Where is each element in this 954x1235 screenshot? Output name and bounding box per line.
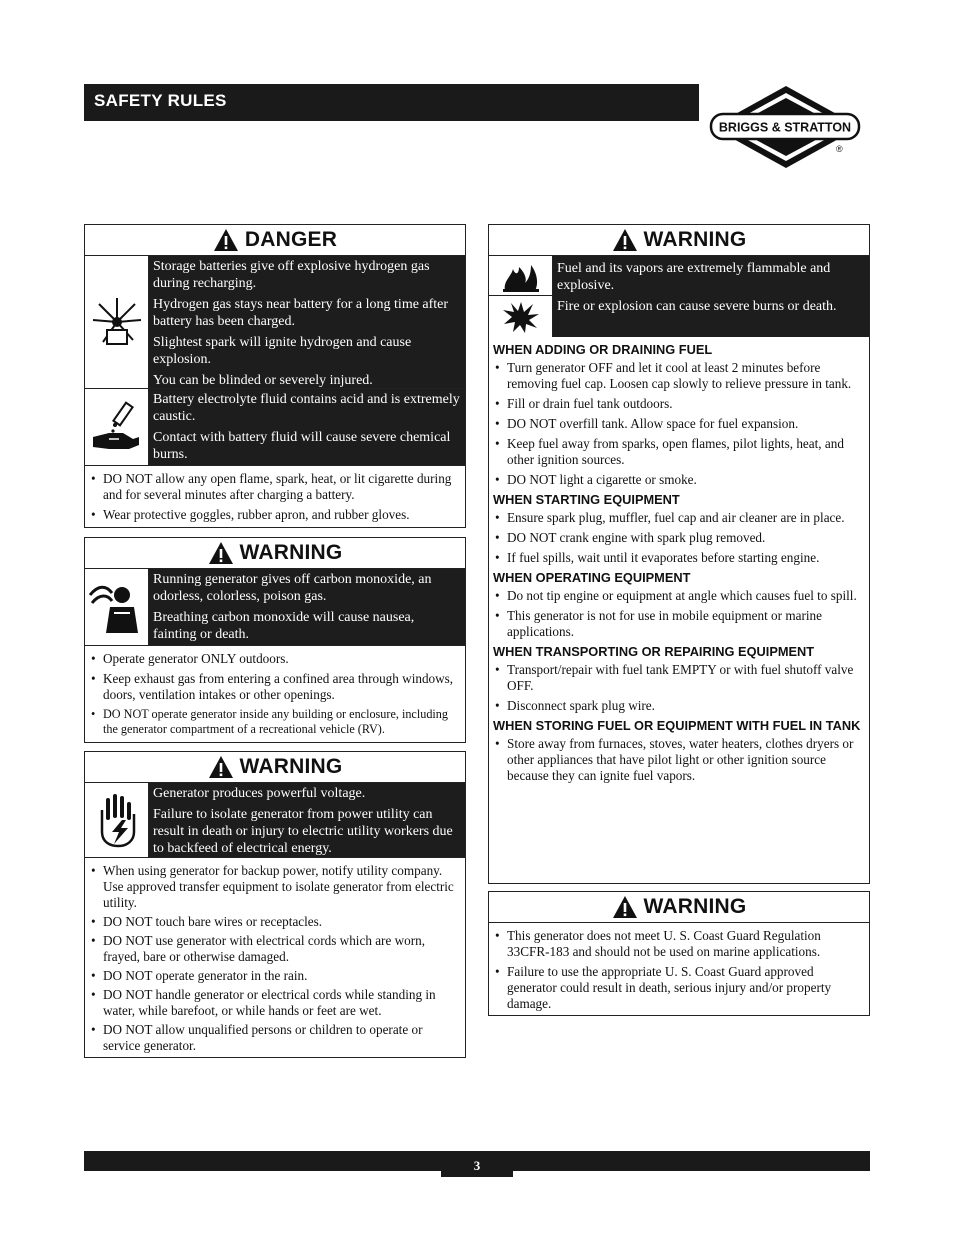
list-item: • DO NOT crank engine with spark plug removed. xyxy=(495,530,863,546)
list-item: • Disconnect spark plug wire. xyxy=(495,698,863,714)
list-item: • DO NOT handle generator or electrical cords while standing in water, while barefoot, or while hands or feet are wet. xyxy=(91,987,459,1019)
list-item: • Ensure spark plug, muffler, fuel cap and air cleaner are in place. xyxy=(495,510,863,526)
registered-mark: ® xyxy=(836,144,843,154)
fuel-transporting-list xyxy=(489,660,869,714)
hazard-row-electric-shock xyxy=(85,783,465,858)
list-item: • DO NOT operate generator inside any building or enclosure, including the generator compartment of a recreational vehicle (RV). xyxy=(91,707,459,737)
warning-triangle-icon xyxy=(208,755,234,779)
list-item: • This generator does not meet U. S. Coast Guard Regulation 33CFR-183 and should not be used on marine applications. xyxy=(495,928,863,960)
hazard-row-carbon-monoxide xyxy=(85,569,465,646)
list-item: • When using generator for backup power, notify utility company. Use approved transfer equipment to isolate generator from electric utility. xyxy=(91,863,459,911)
hazard-text: Generator produces powerful voltage. xyxy=(153,786,366,801)
acid-burn-icon xyxy=(85,389,149,465)
explosion-icon xyxy=(489,296,552,337)
fuel-warning-heading: WARNING xyxy=(489,225,869,256)
marine-bullet-list xyxy=(489,923,869,1018)
marine-warning-panel xyxy=(488,891,870,1016)
logo-text: BRIGGS & STRATTON xyxy=(718,120,852,135)
co-warning-panel xyxy=(84,537,466,743)
warning-triangle-icon xyxy=(612,228,638,252)
list-item: • Do not tip engine or equipment at angle which causes fuel to spill. xyxy=(495,588,863,604)
list-item: • DO NOT light a cigarette or smoke. xyxy=(495,472,863,488)
list-item: • Operate generator ONLY outdoors. xyxy=(91,651,459,667)
co-warning-heading: WARNING xyxy=(85,538,465,569)
section-heading: WHEN ADDING OR DRAINING FUEL xyxy=(493,342,713,357)
fuel-starting-list xyxy=(489,508,869,566)
fuel-warning-panel xyxy=(488,224,870,884)
hazard-text: Breathing carbon monoxide will cause nausea, fainting or death. xyxy=(153,610,415,642)
list-item: • Keep fuel away from sparks, open flames, pilot lights, heat, and other ignition sources. xyxy=(495,436,863,468)
fuel-operating-list xyxy=(489,586,869,640)
list-item: • Store away from furnaces, stoves, water heaters, clothes dryers or other appliances that have pilot light or other ignition source because they can ignite fuel vapors. xyxy=(495,736,863,784)
list-item: • DO NOT allow unqualified persons or children to operate or service generator. xyxy=(91,1022,459,1054)
list-item: • Wear protective goggles, rubber apron, and rubber gloves. xyxy=(91,507,459,523)
danger-heading: DANGER xyxy=(85,225,465,256)
poison-gas-icon xyxy=(85,569,149,645)
hazard-text: Battery electrolyte fluid contains acid and is extremely caustic. xyxy=(153,392,460,424)
section-heading: WHEN TRANSPORTING OR REPAIRING EQUIPMENT xyxy=(493,644,815,659)
list-item: • DO NOT overfill tank. Allow space for fuel expansion. xyxy=(495,416,863,432)
list-item: • DO NOT operate generator in the rain. xyxy=(91,968,459,984)
hazard-text: Contact with battery fluid will cause severe chemical burns. xyxy=(153,430,451,462)
fuel-storing-list xyxy=(489,734,869,784)
warning-triangle-icon xyxy=(612,895,638,919)
hazard-text: Failure to isolate generator from power utility can result in death or injury to electric utility workers due to backfeed of electrical energy. xyxy=(153,807,453,856)
page-title: SAFETY RULES xyxy=(94,91,227,110)
electrical-warning-heading: WARNING xyxy=(85,752,465,783)
list-item: • If fuel spills, wait until it evaporates before starting engine. xyxy=(495,550,863,566)
hazard-text: Fuel and its vapors are extremely flammable and explosive. xyxy=(557,261,831,293)
hazard-text: Hydrogen gas stays near battery for a long time after battery has been charged. xyxy=(153,297,449,329)
list-item: • DO NOT use generator with electrical cords which are worn, frayed, bare or otherwise damaged. xyxy=(91,933,459,965)
danger-panel xyxy=(84,224,466,528)
hazard-text: Slightest spark will ignite hydrogen and cause explosion. xyxy=(153,335,412,367)
warning-triangle-icon xyxy=(208,541,234,565)
list-item: • Failure to use the appropriate U. S. Coast Guard approved generator could result in death, serious injury and/or property damage. xyxy=(495,964,863,1012)
list-item: • This generator is not for use in mobile equipment or marine applications. xyxy=(495,608,863,640)
electric-shock-icon xyxy=(85,783,149,857)
section-heading: WHEN STARTING EQUIPMENT xyxy=(493,492,680,507)
fuel-adding-list xyxy=(489,358,869,488)
electrical-warning-panel xyxy=(84,751,466,1058)
list-item: • Transport/repair with fuel tank EMPTY or with fuel shutoff valve OFF. xyxy=(495,662,863,694)
list-item: • Fill or drain fuel tank outdoors. xyxy=(495,396,863,412)
hazard-text: Running generator gives off carbon monoxide, an odorless, colorless, poison gas. xyxy=(153,572,432,604)
electrical-bullet-list xyxy=(85,858,465,1060)
list-item: • DO NOT touch bare wires or receptacles. xyxy=(91,914,459,930)
hazard-text: Storage batteries give off explosive hydrogen gas during recharging. xyxy=(153,259,430,291)
danger-bullet-list xyxy=(85,466,465,529)
list-item: • Turn generator OFF and let it cool at least 2 minutes before removing fuel cap. Loosen cap slowly to relieve pressure in tank. xyxy=(495,360,863,392)
co-bullet-list xyxy=(85,646,465,743)
marine-warning-heading: WARNING xyxy=(489,892,869,923)
hazard-text: Fire or explosion can cause severe burns or death. xyxy=(557,299,837,314)
hazard-text: You can be blinded or severely injured. xyxy=(153,373,373,388)
page-number: 3 xyxy=(441,1154,513,1177)
list-item: • DO NOT allow any open flame, spark, heat, or lit cigarette during and for several minutes after charging a battery. xyxy=(91,471,459,503)
briggs-stratton-logo xyxy=(708,84,864,170)
warning-triangle-icon xyxy=(213,228,239,252)
section-heading: WHEN STORING FUEL OR EQUIPMENT WITH FUEL IN TANK xyxy=(493,718,861,733)
list-item: • Keep exhaust gas from entering a confined area through windows, doors, ventilation intakes or other openings. xyxy=(91,671,459,703)
section-heading: WHEN OPERATING EQUIPMENT xyxy=(493,570,691,585)
explosion-icon xyxy=(85,256,149,388)
hazard-row-fuel xyxy=(489,256,869,337)
header-bar xyxy=(84,84,699,121)
hazard-row-acid xyxy=(85,389,465,466)
hazard-row-explosion xyxy=(85,256,465,389)
fire-icon xyxy=(489,256,552,296)
